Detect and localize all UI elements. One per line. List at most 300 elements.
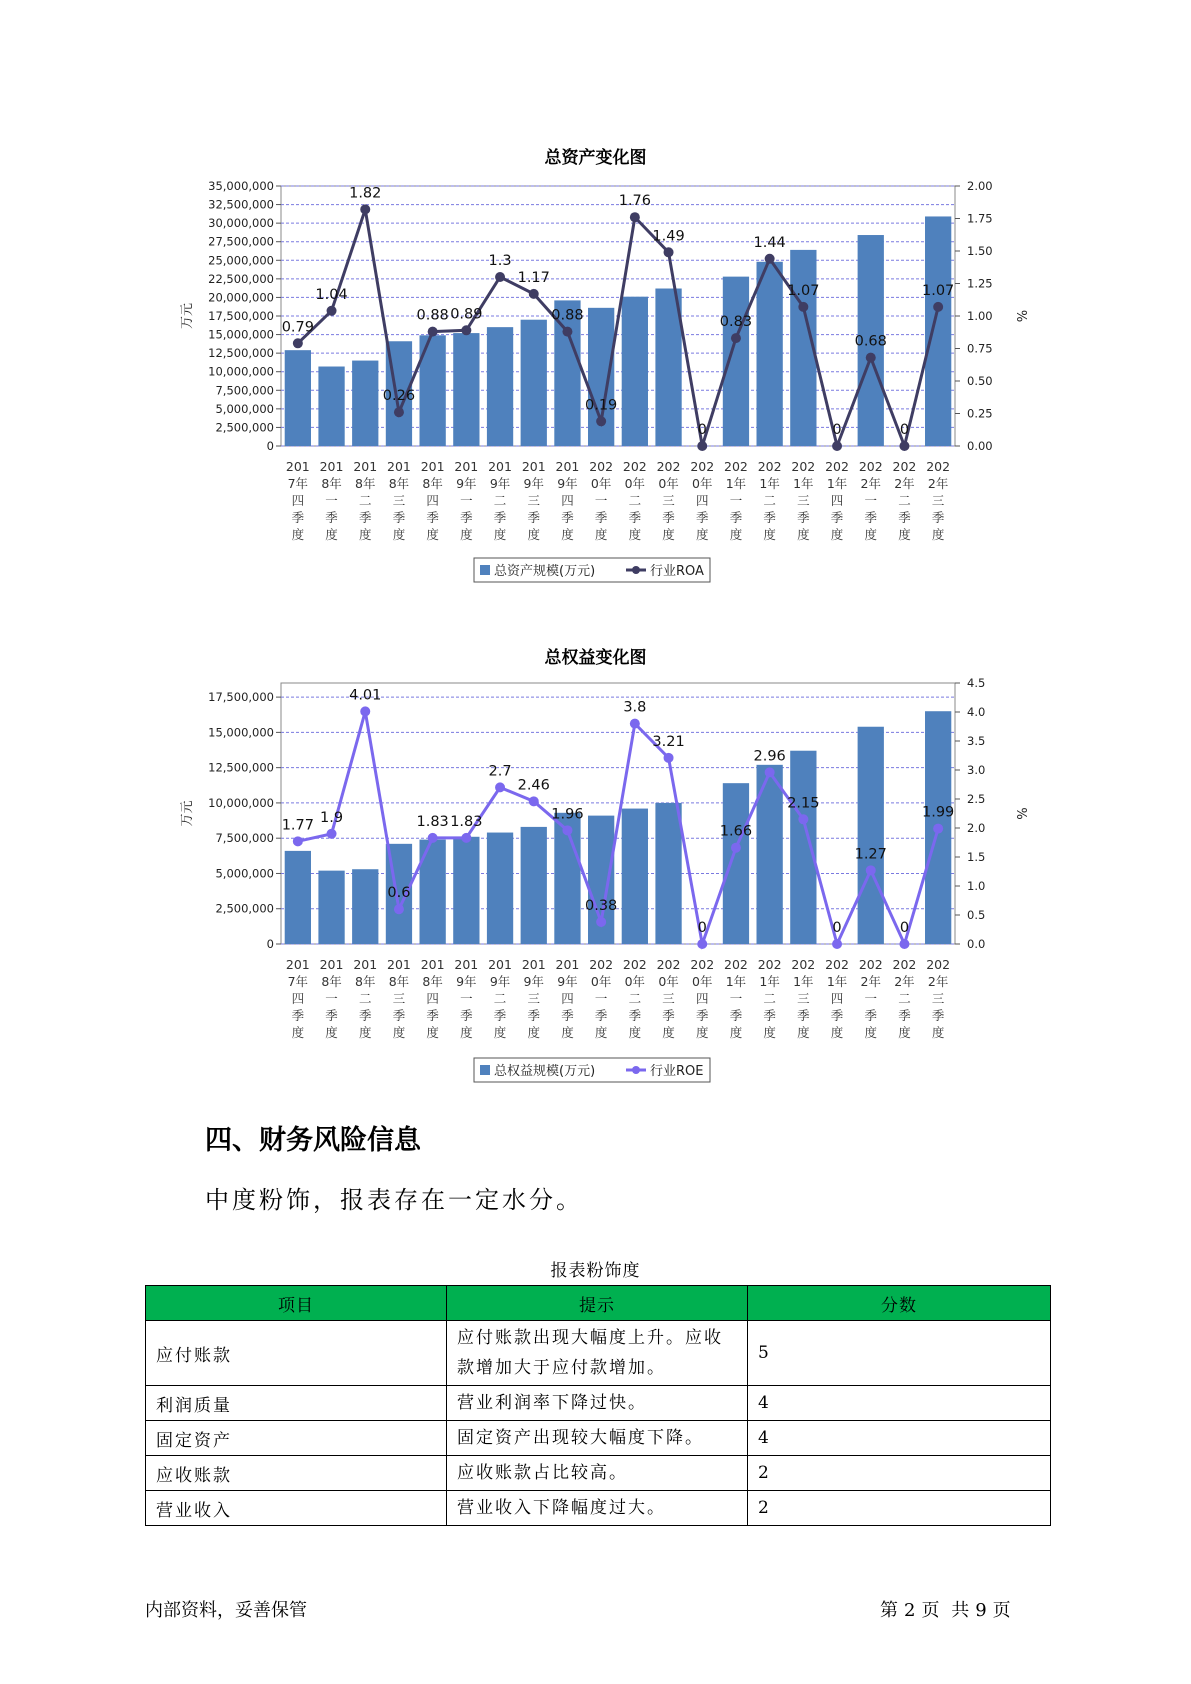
data-label: 0.89 — [450, 306, 483, 323]
data-label: 0.79 — [281, 319, 314, 336]
y-tick-label-left: 30,000,000 — [208, 216, 274, 231]
data-label: 1.27 — [854, 846, 887, 863]
x-tick-label: 9年 — [523, 974, 544, 989]
x-tick-label: 202 — [589, 459, 614, 474]
y-tick-label-left: 15,000,000 — [208, 327, 274, 342]
x-tick-label: 四 — [291, 493, 305, 508]
bar — [318, 367, 344, 446]
x-tick-label: 季 — [392, 510, 406, 525]
x-tick-label: 202 — [690, 459, 715, 474]
x-tick-label: 三 — [797, 991, 810, 1006]
table-caption: 报表粉饰度 — [550, 1261, 641, 1281]
x-tick-label: 四 — [426, 493, 439, 508]
x-tick-label: 季 — [426, 1008, 439, 1023]
y-tick-label-left: 22,500,000 — [208, 271, 274, 286]
x-tick-label: 二 — [763, 493, 776, 508]
row-hint: 营业收入下降幅度过大。 — [447, 1491, 748, 1526]
x-tick-label: 季 — [763, 1008, 776, 1023]
x-tick-label: 202 — [858, 459, 883, 474]
x-tick-label: 202 — [622, 459, 647, 474]
page-prefix: 第 — [880, 1600, 898, 1621]
y-tick-label-left: 25,000,000 — [208, 253, 274, 268]
x-tick-label: 8年 — [355, 476, 376, 491]
x-tick-label: 季 — [729, 510, 743, 525]
x-tick-label: 202 — [757, 957, 782, 972]
x-tick-label: 度 — [561, 527, 574, 542]
x-tick-label: 季 — [797, 1008, 810, 1023]
data-label: 1.83 — [416, 813, 449, 830]
x-tick-label: 度 — [864, 1025, 878, 1040]
y-tick-label-right: 2.0 — [967, 821, 986, 835]
x-tick-label: 季 — [460, 1008, 473, 1023]
line-point — [832, 441, 842, 451]
y-tick-label-right: 0.25 — [967, 406, 993, 421]
x-tick-label: 201 — [285, 957, 310, 972]
x-tick-label: 季 — [628, 1008, 642, 1023]
data-label: 1.77 — [281, 817, 314, 834]
y-tick-label-right: 3.5 — [967, 734, 986, 748]
assets-chart-title: 总资产变化图 — [544, 148, 647, 168]
x-tick-label: 202 — [858, 957, 883, 972]
bar — [521, 827, 547, 944]
row-item: 固定资产 — [146, 1421, 447, 1456]
x-tick-label: 一 — [594, 991, 608, 1006]
y-tick-label-left: 17,500,000 — [208, 309, 274, 323]
footer-confidential: 内部资料，妥善保管 — [145, 1600, 307, 1621]
x-tick-label: 四 — [426, 991, 439, 1006]
data-label: 0.88 — [416, 307, 449, 324]
y-axis-title-left: 万元 — [180, 800, 195, 827]
row-hint: 应收账款占比较高。 — [447, 1456, 748, 1491]
line-point — [495, 272, 505, 282]
x-tick-label: 度 — [797, 1025, 810, 1040]
risk-table — [145, 1285, 1051, 1526]
line-point — [327, 306, 337, 316]
y-tick-label-left: 7,500,000 — [215, 383, 274, 398]
x-tick-label: 8年 — [388, 974, 410, 989]
line-point — [798, 814, 808, 824]
data-label: 1.04 — [315, 286, 348, 303]
table-row — [146, 1456, 1051, 1491]
bar — [487, 833, 513, 944]
y-tick-label-left: 32,500,000 — [208, 197, 274, 212]
row-item: 应收账款 — [146, 1456, 447, 1491]
data-label: 0.19 — [585, 397, 618, 414]
x-tick-label: 季 — [325, 510, 338, 525]
line-point — [765, 254, 775, 264]
y-tick-label-left: 10,000,000 — [208, 364, 274, 379]
y-tick-label-left: 20,000,000 — [208, 290, 274, 305]
x-tick-label: 季 — [426, 510, 439, 525]
x-tick-label: 一 — [325, 493, 338, 508]
x-tick-label: 季 — [797, 510, 810, 525]
x-tick-label: 度 — [392, 1025, 406, 1040]
line-point — [596, 416, 606, 426]
x-tick-label: 度 — [628, 1025, 642, 1040]
row-hint: 应付账款出现大幅度上升。应收款增加大于应付款增加。 — [447, 1321, 748, 1386]
legend-bar-swatch — [480, 565, 490, 575]
x-tick-label: 度 — [797, 527, 810, 542]
y-tick-label-right: 4.5 — [967, 676, 986, 690]
line-point — [630, 212, 640, 222]
data-label: 4.01 — [349, 687, 382, 704]
x-tick-label: 度 — [931, 527, 945, 542]
data-label: 1.9 — [320, 809, 344, 826]
x-tick-label: 度 — [695, 527, 709, 542]
x-tick-label: 202 — [589, 957, 614, 972]
bar — [521, 320, 547, 446]
y-tick-label-right: 0.5 — [967, 908, 986, 922]
total-unit: 页 — [992, 1600, 1011, 1621]
data-label: 1.17 — [517, 269, 550, 286]
x-tick-label: 8年 — [321, 974, 342, 989]
line-point — [798, 302, 808, 312]
x-tick-label: 季 — [763, 510, 776, 525]
data-label: 1.82 — [349, 185, 382, 202]
y-tick-label-left: 5,000,000 — [215, 401, 274, 416]
data-label: 1.96 — [551, 806, 584, 823]
x-tick-label: 0年 — [624, 476, 646, 491]
y-tick-label-right: 1.0 — [967, 879, 986, 893]
x-tick-label: 季 — [729, 1008, 743, 1023]
x-tick-label: 0年 — [590, 476, 612, 491]
x-tick-label: 度 — [358, 1025, 372, 1040]
x-tick-label: 202 — [656, 957, 681, 972]
x-tick-label: 201 — [420, 459, 445, 474]
table-row — [146, 1386, 1051, 1421]
x-tick-label: 季 — [561, 1008, 574, 1023]
y-tick-label-left: 2,500,000 — [215, 420, 274, 435]
x-tick-label: 度 — [493, 527, 507, 542]
x-tick-label: 0年 — [692, 974, 713, 989]
x-tick-label: 季 — [527, 1008, 541, 1023]
bar — [285, 851, 311, 944]
line-point — [899, 939, 909, 949]
x-tick-label: 7年 — [287, 974, 309, 989]
y-tick-label-left: 5,000,000 — [215, 866, 274, 881]
y-tick-label-left: 17,500,000 — [208, 690, 274, 705]
x-tick-label: 202 — [757, 459, 782, 474]
data-label: 1.99 — [922, 804, 955, 821]
data-label: 1.07 — [922, 282, 955, 299]
x-tick-label: 202 — [656, 459, 681, 474]
x-tick-label: 季 — [325, 1008, 338, 1023]
x-tick-label: 201 — [420, 957, 445, 972]
y-tick-label-left: 15,000,000 — [208, 725, 274, 740]
x-tick-label: 0年 — [624, 974, 646, 989]
x-tick-label: 度 — [325, 1025, 338, 1040]
x-tick-label: 三 — [392, 991, 406, 1006]
x-tick-label: 2年 — [894, 476, 915, 491]
y-tick-label-right: 1.00 — [967, 309, 993, 323]
bar — [858, 727, 884, 944]
x-tick-label: 201 — [521, 957, 546, 972]
x-tick-label: 202 — [926, 957, 951, 972]
row-score: 5 — [748, 1321, 1051, 1386]
x-tick-label: 季 — [898, 510, 911, 525]
data-label: 0 — [697, 422, 707, 438]
data-label: 1.49 — [652, 228, 685, 245]
data-label: 2.7 — [488, 763, 512, 780]
x-tick-label: 8年 — [422, 974, 443, 989]
line-point — [866, 865, 876, 875]
x-tick-label: 1年 — [793, 974, 814, 989]
page-current: 2 — [904, 1600, 916, 1621]
x-tick-label: 季 — [931, 1008, 945, 1023]
x-tick-label: 季 — [830, 510, 844, 525]
table-row — [146, 1421, 1051, 1456]
data-label: 2.15 — [787, 795, 820, 812]
x-tick-label: 201 — [488, 459, 512, 474]
x-tick-label: 度 — [460, 527, 473, 542]
x-tick-label: 一 — [729, 991, 743, 1006]
x-tick-label: 季 — [931, 510, 945, 525]
x-tick-label: 202 — [690, 957, 715, 972]
x-tick-label: 9年 — [456, 476, 477, 491]
row-hint: 固定资产出现较大幅度下降。 — [447, 1421, 748, 1456]
section-heading: 四、财务风险信息 — [205, 1125, 421, 1156]
line-point — [899, 441, 909, 451]
x-tick-label: 1年 — [793, 476, 814, 491]
x-tick-label: 四 — [830, 493, 844, 508]
line-point — [360, 706, 370, 716]
x-tick-label: 季 — [594, 510, 608, 525]
data-label: 0.83 — [719, 314, 753, 331]
y-tick-label-left: 7,500,000 — [215, 831, 274, 846]
bar — [723, 277, 749, 446]
x-tick-label: 202 — [892, 459, 917, 474]
x-tick-label: 季 — [291, 1008, 305, 1023]
x-tick-label: 度 — [426, 527, 439, 542]
equity-chart-title: 总权益变化图 — [544, 648, 647, 668]
x-tick-label: 四 — [561, 493, 574, 508]
x-tick-label: 季 — [493, 510, 507, 525]
x-tick-label: 二 — [493, 493, 507, 508]
x-tick-label: 季 — [695, 510, 709, 525]
x-tick-label: 三 — [527, 493, 541, 508]
equity-chart — [0, 675, 1191, 1095]
y-tick-label-left: 27,500,000 — [208, 234, 274, 249]
page-total: 9 — [975, 1600, 987, 1621]
x-tick-label: 三 — [527, 991, 541, 1006]
x-tick-label: 三 — [392, 493, 406, 508]
x-tick-label: 一 — [594, 493, 608, 508]
x-tick-label: 二 — [763, 991, 776, 1006]
x-tick-label: 二 — [493, 991, 507, 1006]
x-tick-label: 1年 — [725, 974, 747, 989]
x-tick-label: 度 — [392, 527, 406, 542]
y-tick-label-right: 1.25 — [967, 276, 993, 291]
legend-line-marker — [632, 566, 640, 574]
x-tick-label: 季 — [662, 510, 675, 525]
x-tick-label: 0年 — [590, 974, 612, 989]
line-point — [461, 833, 471, 843]
line-point — [495, 782, 505, 792]
risk-summary: 中度粉饰，报表存在一定水分。 — [205, 1186, 583, 1214]
x-tick-label: 度 — [426, 1025, 439, 1040]
x-tick-label: 201 — [454, 957, 479, 972]
x-tick-label: 度 — [662, 1025, 675, 1040]
data-label: 0.26 — [382, 388, 416, 405]
x-tick-label: 1年 — [759, 476, 780, 491]
x-tick-label: 202 — [825, 459, 849, 474]
x-tick-label: 201 — [387, 459, 411, 474]
line-point — [933, 824, 943, 834]
x-tick-label: 二 — [358, 493, 372, 508]
y-tick-label-right: 0.75 — [967, 341, 993, 356]
data-label: 0 — [899, 920, 910, 936]
y-axis-title-right: % — [1013, 309, 1028, 323]
x-tick-label: 四 — [291, 991, 305, 1006]
line-point — [327, 829, 337, 839]
x-tick-label: 201 — [285, 459, 310, 474]
x-tick-label: 1年 — [759, 974, 780, 989]
y-tick-label-left: 2,500,000 — [215, 901, 274, 916]
line-point — [529, 796, 539, 806]
legend-line-label: 行业ROA — [650, 564, 704, 579]
x-tick-label: 201 — [319, 459, 344, 474]
x-tick-label: 季 — [898, 1008, 911, 1023]
y-tick-label-right: 1.5 — [967, 850, 986, 864]
y-axis-title-right: % — [1013, 807, 1028, 820]
x-tick-label: 一 — [325, 991, 338, 1006]
x-tick-label: 201 — [488, 957, 512, 972]
bar — [453, 333, 479, 446]
x-tick-label: 季 — [291, 510, 305, 525]
y-tick-label-left: 0 — [266, 937, 274, 951]
legend-bar-label: 总资产规模(万元) — [494, 564, 596, 579]
y-tick-label-right: 4.0 — [967, 705, 986, 719]
row-item: 应付账款 — [146, 1321, 447, 1386]
x-tick-label: 三 — [797, 493, 810, 508]
x-tick-label: 度 — [662, 527, 675, 542]
x-tick-label: 9年 — [523, 476, 544, 491]
bar — [622, 809, 648, 944]
x-tick-label: 度 — [527, 1025, 541, 1040]
line-point — [664, 247, 674, 257]
x-tick-label: 9年 — [456, 974, 477, 989]
x-tick-label: 0年 — [658, 476, 679, 491]
data-label: 0 — [832, 920, 842, 936]
line-point — [293, 836, 303, 846]
bar — [925, 216, 951, 446]
x-tick-label: 季 — [493, 1008, 507, 1023]
bar — [352, 869, 378, 944]
x-tick-label: 202 — [926, 459, 951, 474]
bar — [757, 262, 783, 446]
total-prefix: 共 — [951, 1600, 970, 1621]
x-tick-label: 度 — [291, 527, 305, 542]
x-tick-label: 度 — [561, 1025, 574, 1040]
x-tick-label: 2年 — [927, 974, 949, 989]
data-label: 0 — [899, 422, 910, 438]
x-tick-label: 2年 — [860, 974, 881, 989]
row-score: 2 — [748, 1491, 1051, 1526]
line-point — [866, 353, 876, 363]
x-tick-label: 季 — [561, 510, 574, 525]
x-tick-label: 三 — [931, 991, 945, 1006]
data-label: 1.83 — [450, 813, 483, 830]
x-tick-label: 度 — [527, 527, 541, 542]
x-tick-label: 201 — [555, 459, 580, 474]
x-tick-label: 季 — [594, 1008, 608, 1023]
line-point — [461, 325, 471, 335]
data-label: 0.6 — [387, 885, 411, 902]
y-axis-title-left: 万元 — [180, 302, 195, 330]
data-label: 0 — [832, 422, 842, 438]
x-tick-label: 201 — [387, 957, 411, 972]
x-tick-label: 度 — [358, 527, 372, 542]
y-tick-label-right: 3.0 — [967, 763, 986, 777]
x-tick-label: 度 — [729, 527, 743, 542]
line-point — [697, 441, 707, 451]
x-tick-label: 1年 — [725, 476, 747, 491]
x-tick-label: 度 — [864, 527, 878, 542]
x-tick-label: 7年 — [287, 476, 309, 491]
x-tick-label: 9年 — [489, 974, 511, 989]
line-point — [832, 939, 842, 949]
row-item: 利润质量 — [146, 1386, 447, 1421]
assets-chart — [0, 170, 1191, 600]
x-tick-label: 0年 — [658, 974, 679, 989]
x-tick-label: 0年 — [692, 476, 713, 491]
line-point — [360, 204, 370, 214]
x-tick-label: 8年 — [321, 476, 342, 491]
x-tick-label: 一 — [729, 493, 743, 508]
x-tick-label: 201 — [454, 459, 479, 474]
x-tick-label: 季 — [695, 1008, 709, 1023]
x-tick-label: 201 — [555, 957, 580, 972]
data-label: 1.76 — [618, 193, 651, 210]
data-label: 0.68 — [854, 333, 887, 350]
x-tick-label: 度 — [460, 1025, 473, 1040]
bar — [655, 803, 681, 944]
line-point — [529, 289, 539, 299]
y-tick-label-left: 12,500,000 — [208, 760, 274, 775]
bar — [487, 327, 513, 446]
x-tick-label: 一 — [864, 493, 878, 508]
x-tick-label: 度 — [628, 527, 642, 542]
x-tick-label: 季 — [358, 510, 372, 525]
x-tick-label: 201 — [319, 957, 344, 972]
x-tick-label: 二 — [628, 991, 642, 1006]
x-tick-label: 三 — [662, 493, 675, 508]
bar — [622, 297, 648, 446]
x-tick-label: 202 — [724, 459, 748, 474]
x-tick-label: 201 — [521, 459, 546, 474]
y-tick-label-right: 1.75 — [967, 211, 993, 226]
legend-bar-swatch — [480, 1065, 490, 1075]
data-label: 1.07 — [787, 282, 820, 299]
y-tick-label-right: 0.0 — [967, 937, 986, 951]
table-row — [146, 1321, 1051, 1386]
x-tick-label: 202 — [892, 957, 917, 972]
y-tick-label-right: 2.5 — [967, 792, 986, 806]
x-tick-label: 季 — [460, 510, 473, 525]
line-point — [562, 825, 572, 835]
x-tick-label: 度 — [729, 1025, 743, 1040]
x-tick-label: 201 — [353, 957, 378, 972]
x-tick-label: 202 — [791, 957, 816, 972]
data-label: 2.46 — [517, 777, 550, 794]
bar — [285, 350, 311, 446]
line-point — [428, 833, 438, 843]
x-tick-label: 度 — [898, 527, 911, 542]
x-tick-label: 度 — [898, 1025, 911, 1040]
y-tick-label-right: 2.00 — [967, 179, 993, 193]
x-tick-label: 202 — [791, 459, 816, 474]
line-point — [562, 327, 572, 337]
